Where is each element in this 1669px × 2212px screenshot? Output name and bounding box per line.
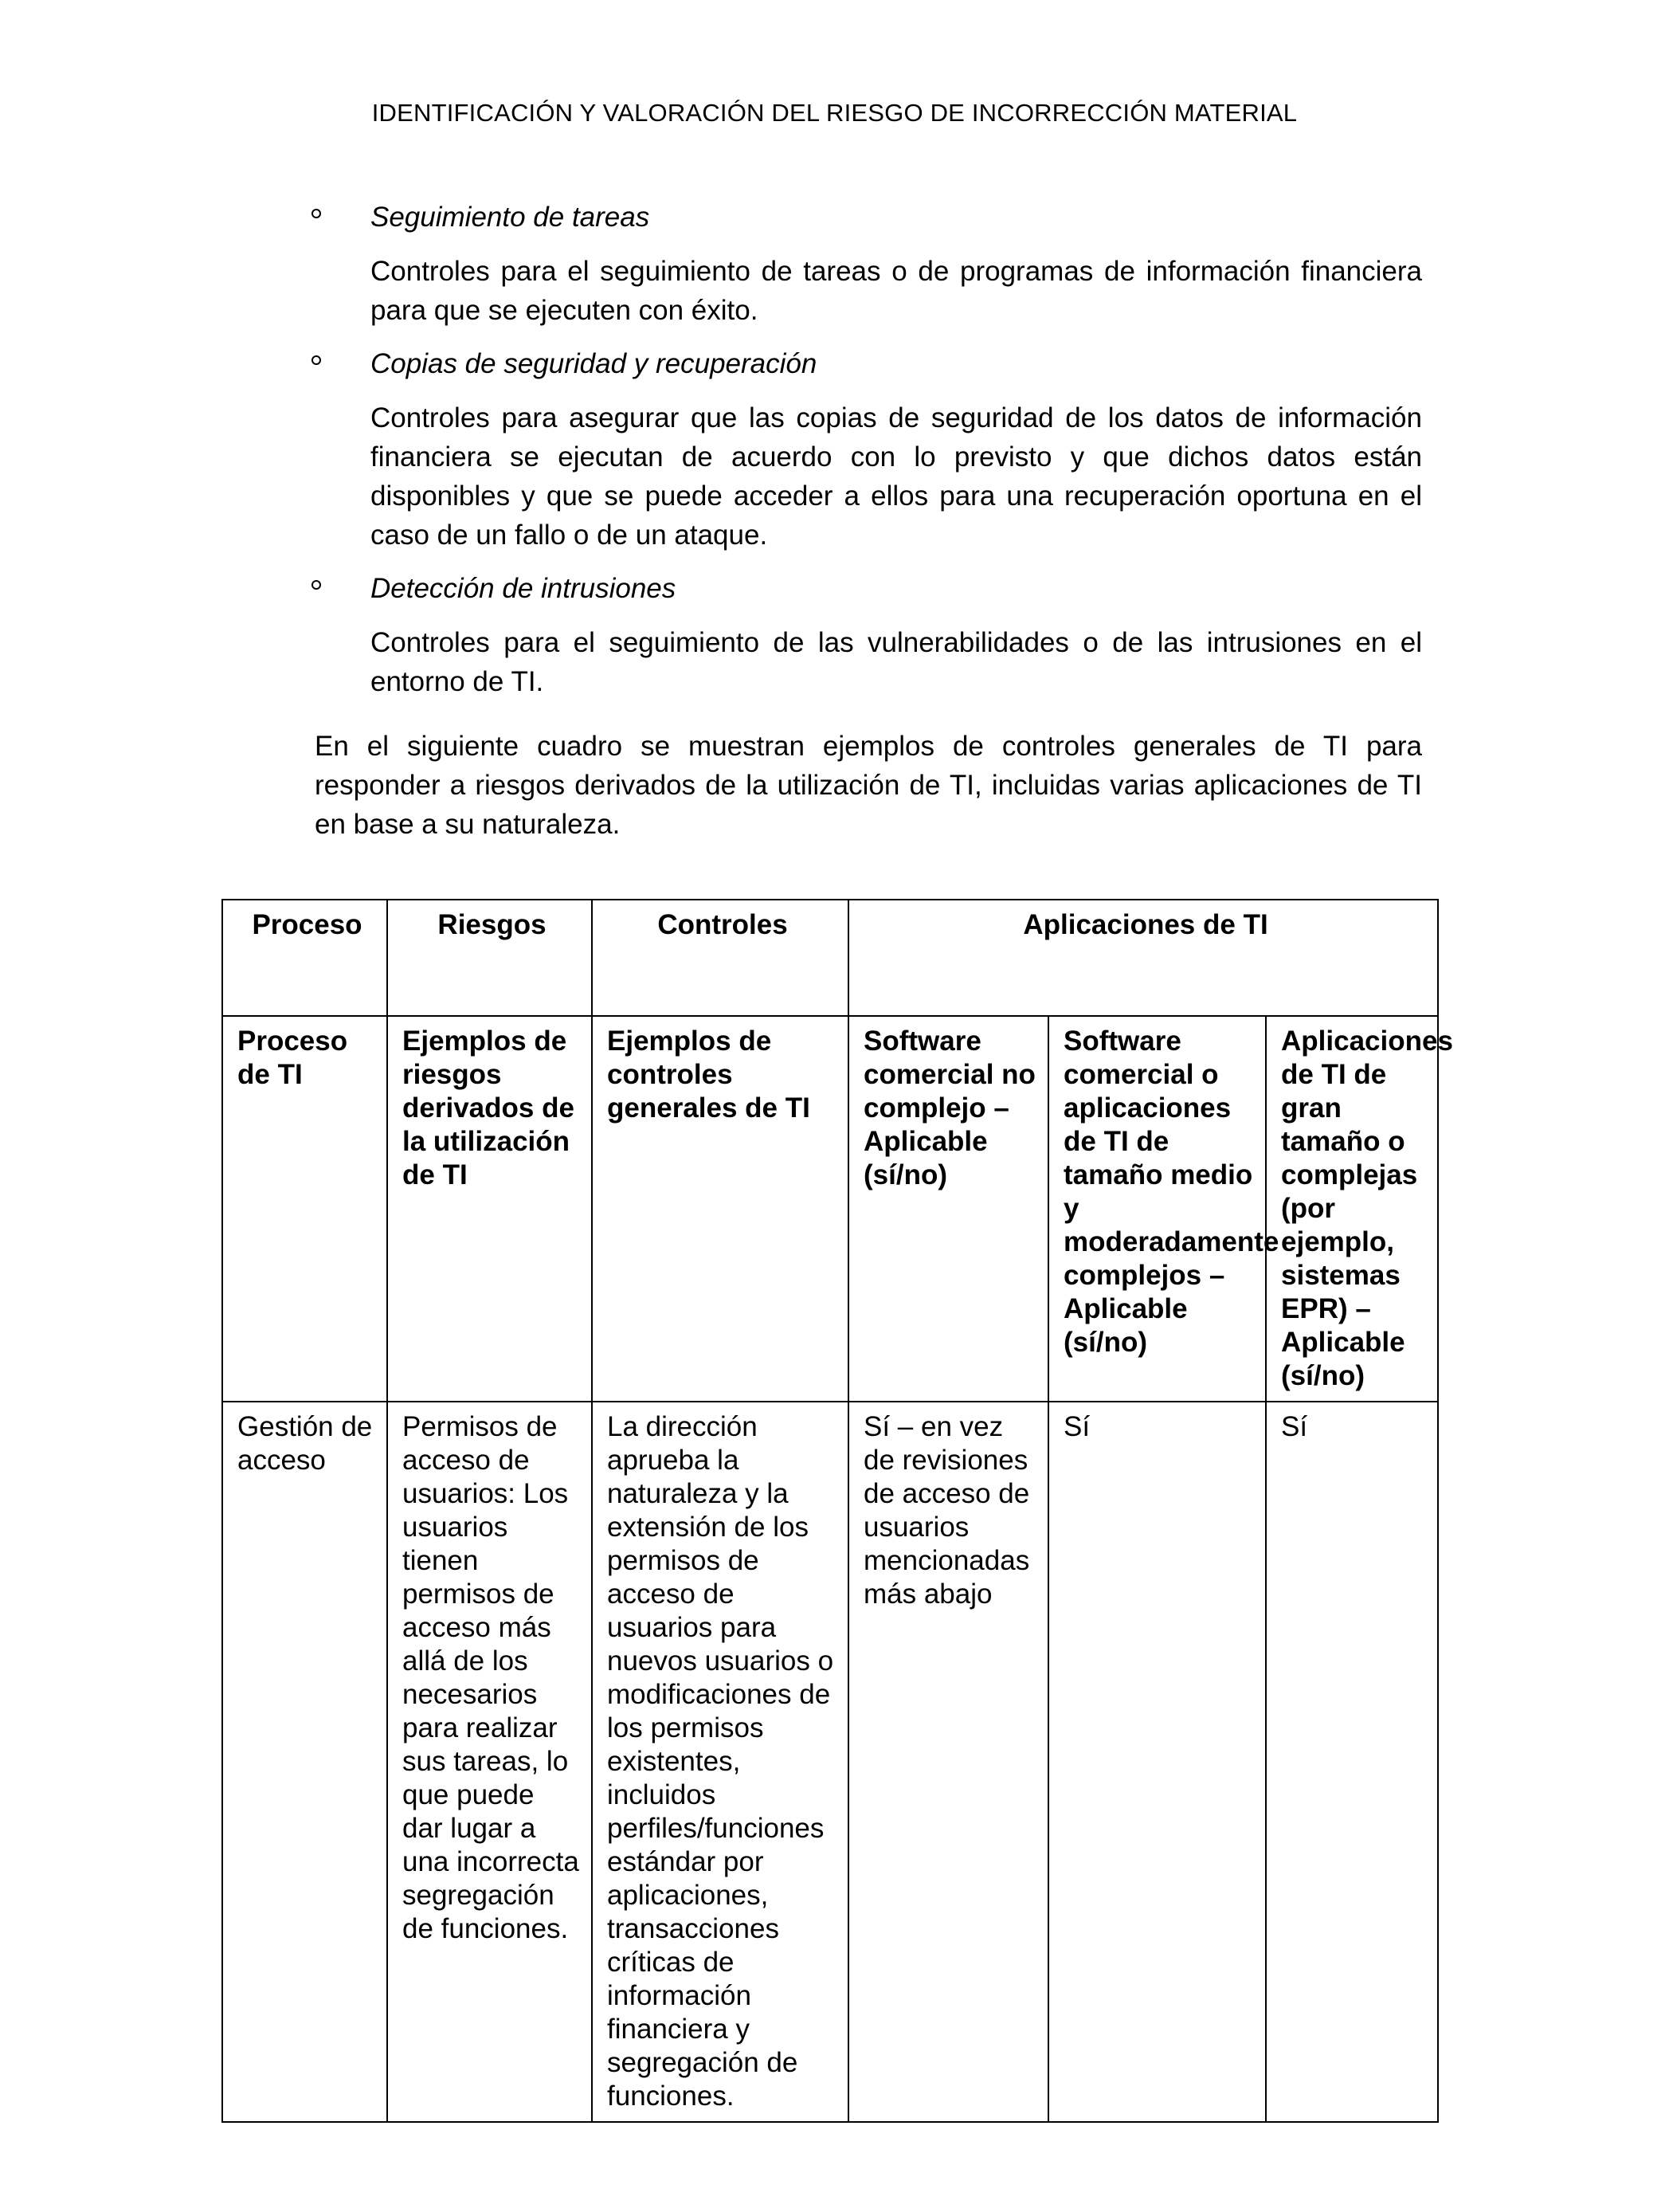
column-header: Ejemplos de riesgos derivados de la utilización de TI: [387, 1016, 592, 1402]
column-header: Aplicaciones de TI de gran tamaño o complejas (por ejemplo, sistemas EPR) – Aplicable (sí/no): [1266, 1016, 1438, 1402]
circle-bullet-icon: [311, 355, 321, 365]
column-header: Software comercial no complejo – Aplicable (sí/no): [848, 1016, 1048, 1402]
table-column-header-row: [222, 1016, 1438, 1402]
page-header: IDENTIFICACIÓN Y VALORACIÓN DEL RIESGO DE INCORRECCIÓN MATERIAL: [371, 99, 1298, 127]
circle-bullet-icon: [311, 580, 321, 590]
table-cell: Sí – en vez de revisiones de acceso de usuarios mencionadas más abajo: [848, 1402, 1048, 2122]
column-header: Proceso de TI: [222, 1016, 387, 1402]
group-header-aplicaciones: Aplicaciones de TI: [848, 900, 1438, 1016]
bullet-title: Copias de seguridad y recuperación: [370, 348, 817, 379]
bullet-list: [370, 198, 1422, 716]
group-header-riesgos: Riesgos: [387, 900, 592, 1016]
table-cell: Sí: [1266, 1402, 1438, 2122]
table-row: [222, 1402, 1438, 2122]
bullet-title: Seguimiento de tareas: [370, 202, 650, 233]
table-group-header-row: [222, 900, 1438, 1016]
bullet-body: Controles para el seguimiento de tareas o de programas de información financiera para que se ejecuten con éxito.: [370, 256, 1422, 326]
intro-paragraph: En el siguiente cuadro se muestran ejemplos de controles generales de TI para responder a riesgos derivados de la utilización de TI, incluidas varias aplicaciones de TI en base a su naturaleza.: [315, 731, 1422, 840]
column-header: Software comercial o aplicaciones de TI de tamaño medio y moderadamente complejos – Aplicable (sí/no): [1048, 1016, 1266, 1402]
circle-bullet-icon: [311, 209, 321, 218]
bullet-body: Controles para el seguimiento de las vulnerabilidades o de las intrusiones en el entorno de TI.: [370, 627, 1422, 697]
group-header-controles: Controles: [592, 900, 848, 1016]
bullet-item: [370, 198, 1422, 330]
bullet-item: [370, 344, 1422, 555]
it-controls-table: [221, 899, 1453, 2123]
table-cell: Sí: [1048, 1402, 1266, 2122]
bullet-title: Detección de intrusiones: [370, 573, 676, 604]
column-header: Ejemplos de controles generales de TI: [592, 1016, 848, 1402]
group-header-proceso: Proceso: [222, 900, 387, 1016]
bullet-body: Controles para asegurar que las copias de seguridad de los datos de información financiera se ejecutan de acuerdo con lo previsto y que dichos datos están disponibles y que se puede acceder a ellos para una recuperación oportuna en el caso de un fallo o de un ataque.: [370, 402, 1422, 551]
table-cell: Gestión de acceso: [222, 1402, 387, 2122]
bullet-item: [370, 569, 1422, 701]
table-cell: La dirección aprueba la naturaleza y la extensión de los permisos de acceso de usuarios para nuevos usuarios o modificaciones de los permisos existentes, incluidos perfiles/funciones estándar por aplicaciones, transacciones críticas de información financiera y segregación de funciones.: [592, 1402, 848, 2122]
table-cell: Permisos de acceso de usuarios: Los usuarios tienen permisos de acceso más allá de los necesarios para realizar sus tareas, lo que puede dar lugar a una incorrecta segregación de funciones.: [387, 1402, 592, 2122]
